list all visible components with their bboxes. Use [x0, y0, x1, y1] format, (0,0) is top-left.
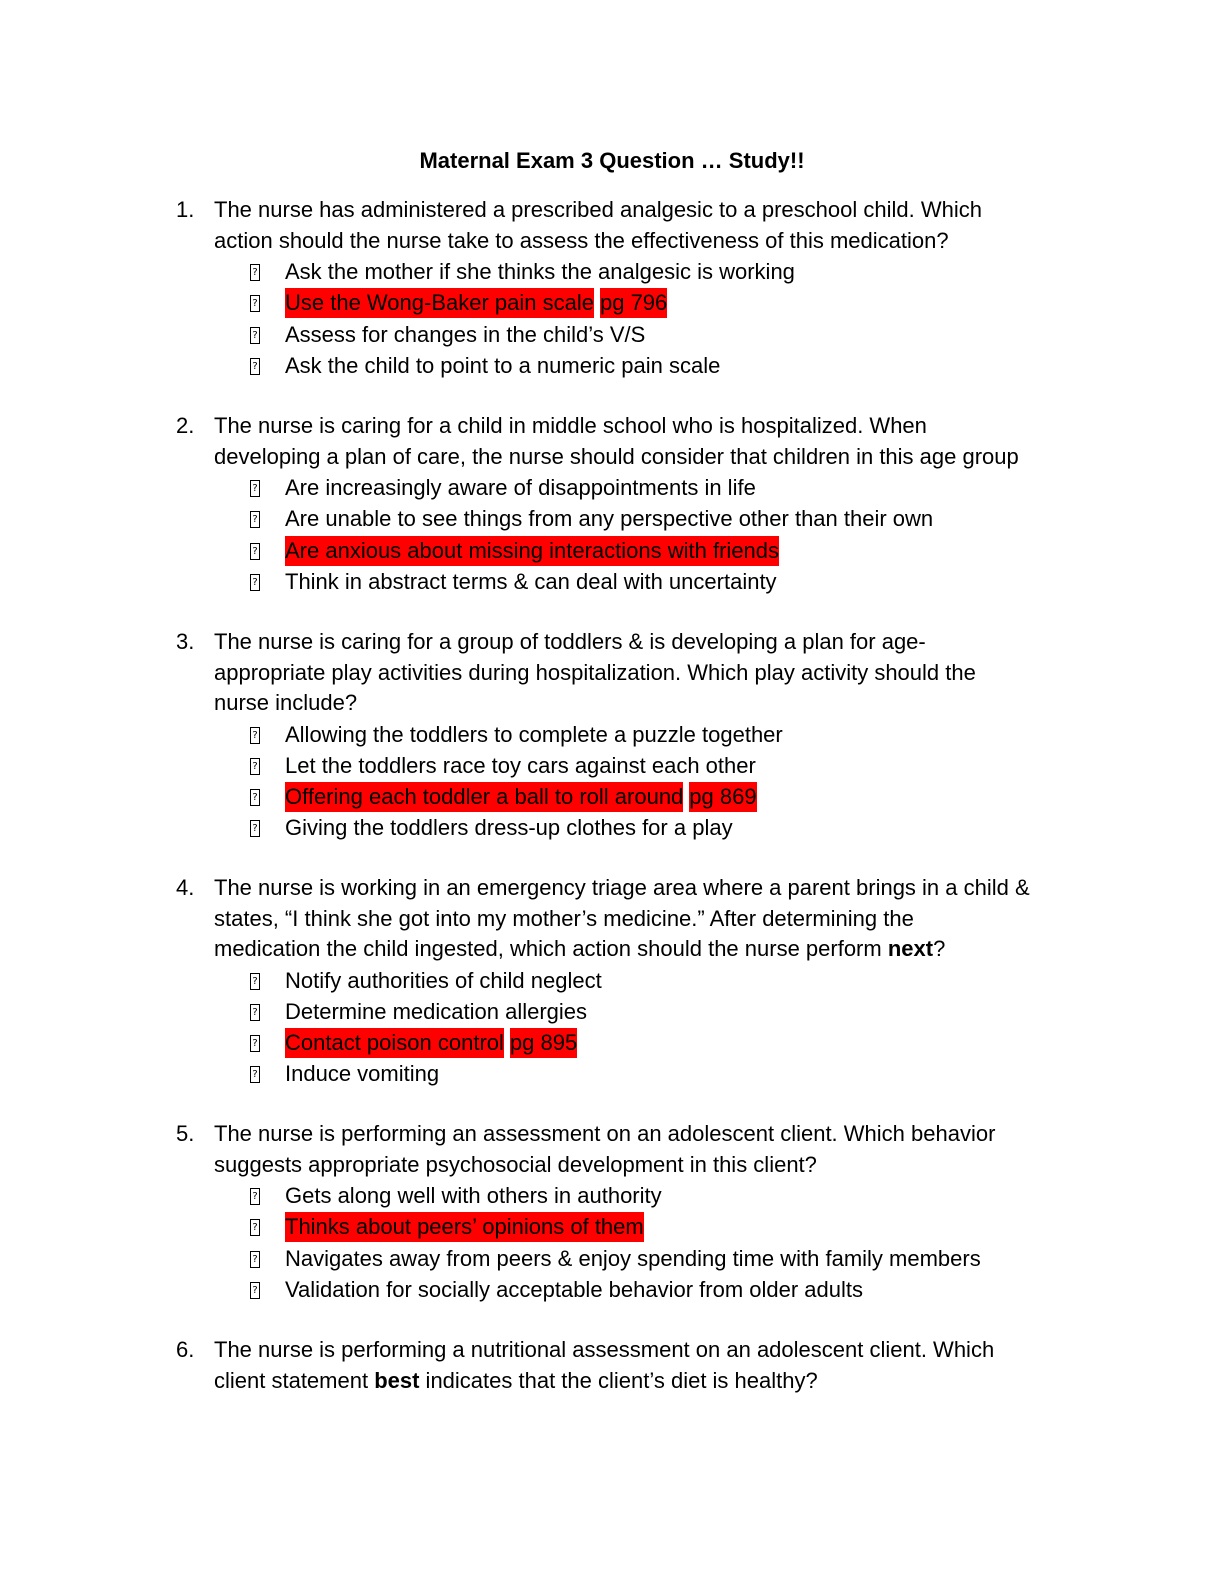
question-text-line: The nurse has administered a prescribed analgesic to a preschool child. Which [214, 197, 982, 222]
emphasis-next: next [887, 936, 934, 961]
missing-glyph-icon: ? [250, 1188, 260, 1205]
page-reference: pg 895 [510, 1028, 577, 1058]
question-text [214, 195, 1074, 256]
missing-glyph-icon: ? [250, 480, 260, 497]
option-text: Validation for socially acceptable behavior from older adults [285, 1276, 864, 1302]
option [176, 1058, 1076, 1089]
option [176, 719, 1076, 750]
question-text-line: The nurse is performing a nutritional assessment on an adolescent client. Which [214, 1337, 995, 1362]
highlighted-answer: Use the Wong-Baker pain scale [285, 288, 594, 318]
option-text: Are increasingly aware of disappointments in life [285, 475, 756, 500]
option [176, 1243, 1076, 1274]
missing-glyph-icon: ? [250, 327, 260, 344]
missing-glyph-icon: ? [250, 358, 260, 375]
question-text [214, 1119, 1074, 1180]
option-text: Allowing the toddlers to complete a puzzle together [285, 721, 783, 747]
question-number: 1. [176, 197, 195, 222]
question-6 [176, 1335, 1076, 1396]
option-text: Gets along well with others in authority [285, 1183, 662, 1208]
question-number: 6. [176, 1337, 195, 1362]
option-answer [176, 781, 1076, 812]
emphasis-best: best [374, 1367, 420, 1393]
option-list [176, 472, 1076, 597]
question-text-line: The nurse is performing an assessment on an adolescent client. Which behavior [214, 1121, 996, 1146]
page-reference: pg 796 [600, 288, 667, 318]
question-4 [176, 873, 1076, 1090]
option-text: Determine medication allergies [285, 998, 588, 1024]
missing-glyph-icon: ? [250, 758, 260, 775]
highlighted-answer: Thinks about peers’ opinions of them [285, 1212, 644, 1242]
option [176, 1180, 1076, 1211]
option-answer [176, 535, 1076, 566]
option [176, 750, 1076, 781]
option-list [176, 1180, 1076, 1305]
missing-glyph-icon: ? [250, 511, 260, 528]
question-text [214, 627, 1074, 719]
question-text-line: suggests appropriate psychosocial development in this client? [214, 1151, 817, 1177]
missing-glyph-icon: ? [250, 789, 260, 806]
question-text [214, 873, 1074, 965]
option [176, 566, 1076, 597]
question-number: 5. [176, 1121, 195, 1146]
missing-glyph-icon: ? [250, 1282, 260, 1299]
option [176, 996, 1076, 1027]
question-text-line: The nurse is working in an emergency triage area where a parent brings in a child & [214, 875, 1030, 900]
question-text-line: developing a plan of care, the nurse should consider that children in this age group [214, 443, 1019, 469]
option [176, 812, 1076, 843]
question-number: 3. [176, 629, 195, 654]
question-text-line: appropriate play activities during hospitalization. Which play activity should the [214, 659, 976, 685]
missing-glyph-icon: ? [250, 727, 260, 744]
question-text-line: The nurse is caring for a group of toddlers & is developing a plan for age- [214, 629, 926, 654]
question-text-line: medication the child ingested, which action should the nurse perform next? [214, 936, 946, 961]
question-text-line: client statement best indicates that the client’s diet is healthy? [214, 1367, 818, 1393]
highlighted-answer: Contact poison control [285, 1028, 504, 1058]
question-1 [176, 195, 1076, 381]
highlighted-answer: Offering each toddler a ball to roll around [285, 782, 683, 812]
option [176, 472, 1076, 503]
missing-glyph-icon: ? [250, 264, 260, 281]
question-text-line: nurse include? [214, 690, 358, 715]
question-text-line: The nurse is caring for a child in middle school who is hospitalized. When [214, 413, 927, 438]
missing-glyph-icon: ? [250, 1066, 260, 1083]
option-text: Notify authorities of child neglect [285, 967, 602, 993]
option-text: Ask the mother if she thinks the analgesic is working [285, 259, 795, 284]
question-3 [176, 627, 1076, 844]
option [176, 319, 1076, 350]
missing-glyph-icon: ? [250, 1251, 260, 1268]
option [176, 503, 1076, 534]
option-text: Let the toddlers race toy cars against each other [285, 752, 756, 778]
page-reference: pg 869 [689, 782, 756, 812]
question-number: 4. [176, 875, 195, 900]
option-text: Induce vomiting [285, 1061, 440, 1087]
option-answer [176, 287, 1076, 318]
question-2 [176, 411, 1076, 597]
missing-glyph-icon: ? [250, 1219, 260, 1236]
option-text: Ask the child to point to a numeric pain scale [285, 352, 721, 378]
option-text: Think in abstract terms & can deal with uncertainty [285, 568, 777, 594]
option [176, 1274, 1076, 1305]
option-answer [176, 1027, 1076, 1058]
option-list [176, 719, 1076, 844]
option-text: Are unable to see things from any perspective other than their own [285, 506, 934, 532]
page-title: Maternal Exam 3 Question … Study!! [419, 148, 805, 173]
missing-glyph-icon: ? [250, 574, 260, 591]
option [176, 350, 1076, 381]
question-number: 2. [176, 413, 195, 438]
option [176, 256, 1076, 287]
option-text: Giving the toddlers dress-up clothes for a play [285, 815, 733, 841]
question-text-line: states, “I think she got into my mother’s medicine.” After determining the [214, 905, 914, 931]
option-text: Navigates away from peers & enjoy spending time with family members [285, 1245, 981, 1271]
question-text [214, 1335, 1074, 1396]
option-list [176, 965, 1076, 1090]
highlighted-answer: Are anxious about missing interactions with friends [285, 536, 779, 566]
missing-glyph-icon: ? [250, 1004, 260, 1021]
missing-glyph-icon: ? [250, 1035, 260, 1052]
option [176, 965, 1076, 996]
missing-glyph-icon: ? [250, 295, 260, 312]
option-text: Assess for changes in the child’s V/S [285, 321, 646, 347]
question-text-line: action should the nurse take to assess the effectiveness of this medication? [214, 227, 949, 253]
option-list [176, 256, 1076, 381]
missing-glyph-icon: ? [250, 820, 260, 837]
missing-glyph-icon: ? [250, 973, 260, 990]
option-answer [176, 1211, 1076, 1242]
question-5 [176, 1119, 1076, 1305]
question-text [214, 411, 1074, 472]
missing-glyph-icon: ? [250, 543, 260, 560]
